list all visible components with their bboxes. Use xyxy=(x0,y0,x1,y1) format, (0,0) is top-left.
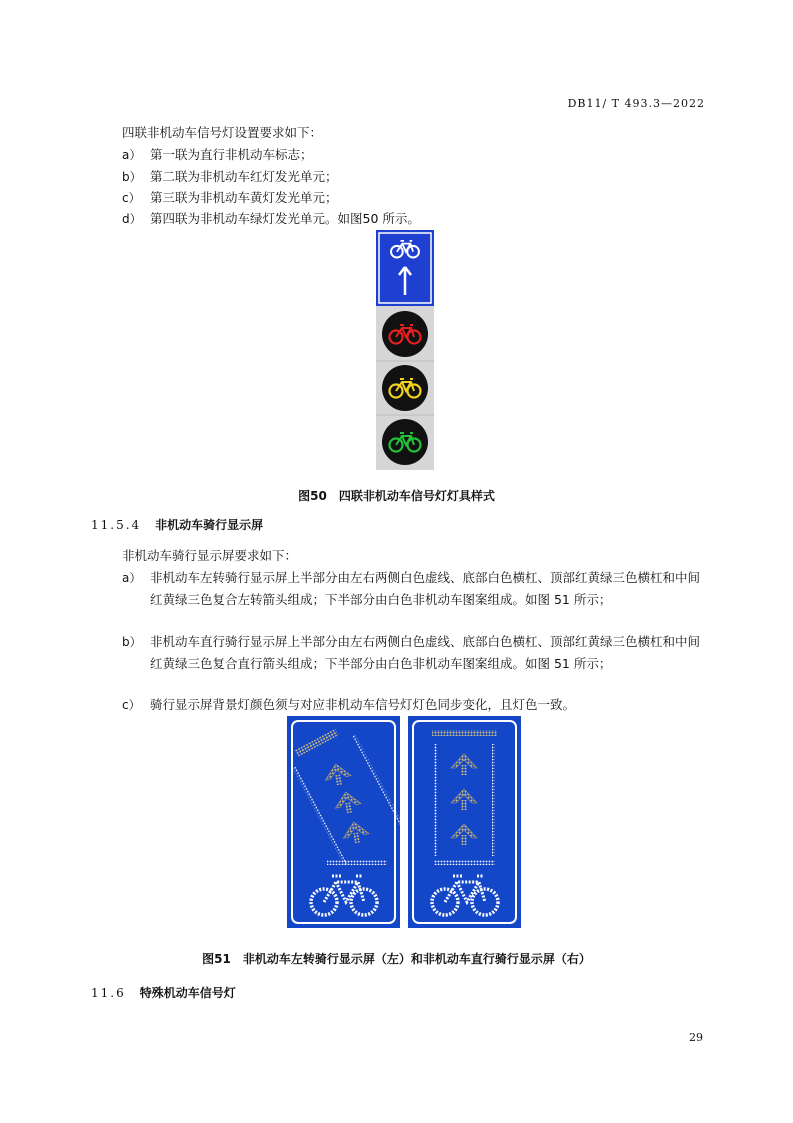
bottom-white-bar xyxy=(434,860,495,865)
document-code: DB11/ T 493.3—2022 xyxy=(567,97,705,110)
page-number: 29 xyxy=(689,1031,703,1044)
straight-riding-display xyxy=(408,716,521,928)
riding-display-panels-figure xyxy=(287,716,521,928)
dashed-line-right xyxy=(492,744,495,856)
intro-paragraph-1: 四联非机动车信号灯设置要求如下： xyxy=(122,125,323,140)
dashed-line-left xyxy=(434,744,437,856)
tricolor-bar xyxy=(432,730,497,736)
intro-paragraph-2: 非机动车骑行显示屏要求如下： xyxy=(122,548,298,563)
figure-50-caption: 图50 四联非机动车信号灯灯具样式 xyxy=(298,489,495,503)
figure-51-caption: 图51 非机动车左转骑行显示屏（左）和非机动车直行骑行显示屏（右） xyxy=(202,952,591,966)
section-heading-11-6: 11.6 特殊机动车信号灯 xyxy=(91,986,236,1000)
bottom-white-bar xyxy=(327,860,387,865)
section-heading-11-5-4: 11.5.4 非机动车骑行显示屏 xyxy=(91,518,264,532)
four-unit-bicycle-signal-figure xyxy=(376,230,434,470)
